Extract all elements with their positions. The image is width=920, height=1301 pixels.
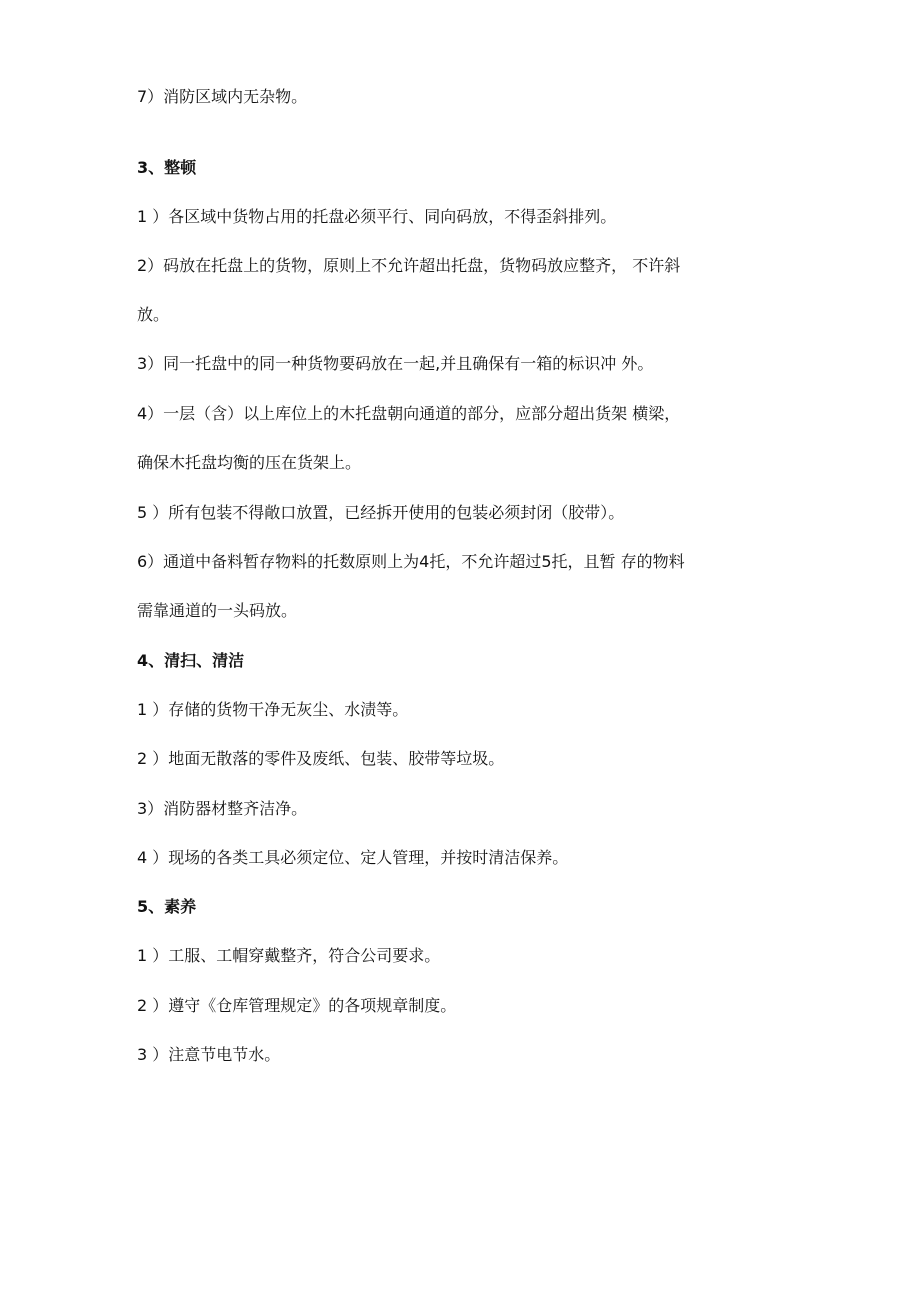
list-item-continuation: 需靠通道的一头码放。 — [137, 601, 298, 620]
list-item: 2）码放在托盘上的货物，原则上不允许超出托盘，货物码放应整齐， 不许斜 — [137, 256, 681, 275]
list-item: 6）通道中备料暂存物料的托数原则上为4托，不允许超过5托，且暂 存的物料 — [137, 552, 685, 571]
list-item: 3 ）注意节电节水。 — [137, 1045, 281, 1064]
list-item: 1 ）存储的货物干净无灰尘、水渍等。 — [137, 700, 409, 719]
list-item: 1 ）各区域中货物占用的托盘必须平行、同向码放，不得歪斜排列。 — [137, 207, 617, 226]
list-item-continuation: 放。 — [137, 305, 170, 324]
list-item: 7）消防区域内无杂物。 — [137, 87, 308, 106]
list-item: 1 ）工服、工帽穿戴整齐，符合公司要求。 — [137, 946, 441, 965]
list-item: 3）同一托盘中的同一种货物要码放在一起,并且确保有一箱的标识冲 外。 — [137, 354, 654, 373]
list-item: 2 ）遵守《仓库管理规定》的各项规章制度。 — [137, 996, 457, 1015]
list-item-continuation: 确保木托盘均衡的压在货架上。 — [137, 453, 362, 472]
list-item: 4 ）现场的各类工具必须定位、定人管理，并按时清洁保养。 — [137, 848, 569, 867]
list-item: 2 ）地面无散落的零件及废纸、包装、胶带等垃圾。 — [137, 749, 505, 768]
section-heading: 4、清扫、清洁 — [137, 651, 245, 670]
list-item: 5 ）所有包装不得敞口放置，已经拆开使用的包装必须封闭（胶带）。 — [137, 503, 625, 522]
list-item: 4）一层（含）以上库位上的木托盘朝向通道的部分，应部分超出货架 横梁， — [137, 404, 681, 423]
section-heading: 3、整顿 — [137, 158, 197, 177]
list-item: 3）消防器材整齐洁净。 — [137, 799, 308, 818]
section-heading: 5、素养 — [137, 897, 197, 916]
